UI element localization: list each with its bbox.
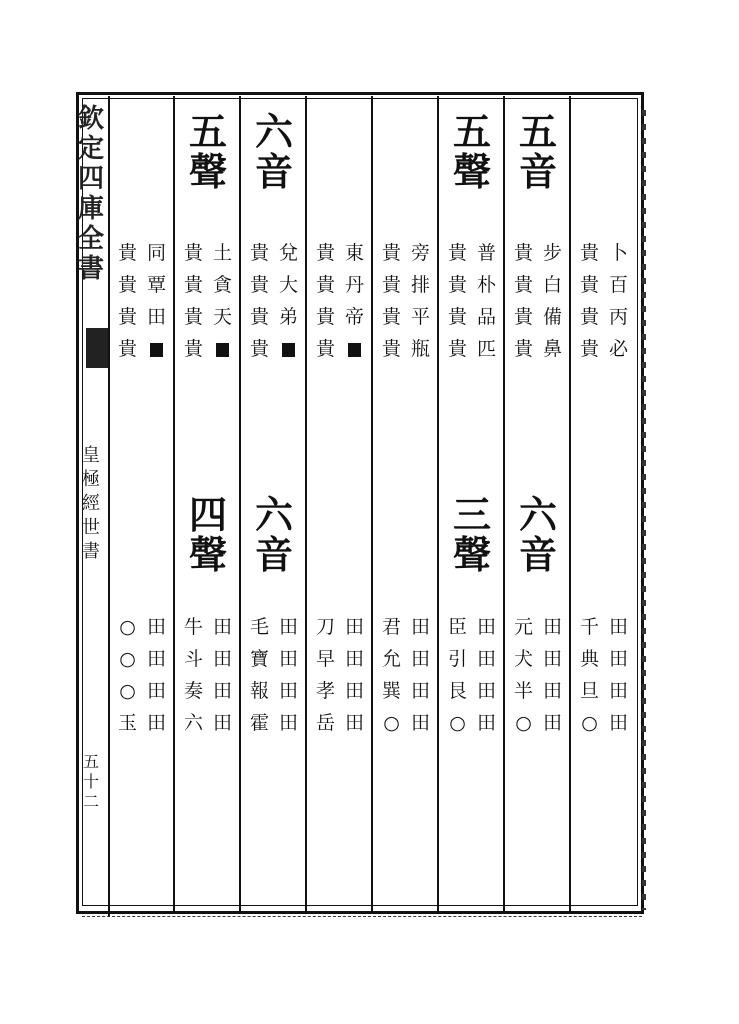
heading-char: 五: [518, 109, 557, 154]
fore-edge-book-title: [76, 444, 106, 564]
character-cell: 貴: [183, 242, 203, 264]
heading-char: 聲: [452, 149, 491, 194]
character-row: [377, 272, 435, 298]
character-cell: 典: [579, 648, 599, 670]
character-cell: 斗: [183, 648, 203, 670]
character-row: [311, 336, 369, 362]
character-row: [575, 336, 633, 362]
character-cell: 貴: [117, 306, 137, 328]
character-cell: 田: [410, 648, 430, 670]
column-heading: [241, 109, 307, 194]
character-cell: 早: [315, 648, 335, 670]
character-row: [575, 304, 633, 330]
character-row: [311, 646, 369, 672]
character-cell: 旦: [579, 680, 599, 702]
character-row: [443, 710, 501, 736]
character-row: [113, 710, 171, 736]
character-cell: 田: [476, 680, 496, 702]
fore-edge-char: 極: [82, 469, 100, 490]
character-cell: 田: [476, 648, 496, 670]
character-cell: 貴: [183, 338, 203, 360]
character-cell: 貴: [381, 274, 401, 296]
right-edge: [642, 110, 646, 910]
character-cell: 孝: [315, 680, 335, 702]
character-row: [575, 678, 633, 704]
character-row: [377, 646, 435, 672]
character-row: [377, 240, 435, 266]
fore-edge-char: 經: [82, 493, 100, 514]
character-cell: 田: [146, 648, 166, 670]
heading-char: 音: [518, 149, 557, 194]
character-row: [509, 272, 567, 298]
character-cell: 貴: [579, 274, 599, 296]
filled-square-mark: [275, 336, 303, 362]
character-cell: 貴: [579, 306, 599, 328]
character-row: [443, 678, 501, 704]
character-row: [575, 240, 633, 266]
fore-edge-char: 書: [77, 254, 104, 284]
character-row: [311, 304, 369, 330]
column-heading: [439, 492, 505, 577]
character-row: [509, 336, 567, 362]
character-cell: 田: [410, 712, 430, 734]
character-cell: 兌: [278, 242, 298, 264]
character-cell: 旁: [410, 242, 430, 264]
heading-char: 聲: [452, 532, 491, 577]
character-cell: 貴: [315, 306, 335, 328]
character-row: [179, 614, 237, 640]
character-cell: 艮: [447, 680, 467, 702]
character-cell: 平: [410, 306, 430, 328]
character-cell: 田: [212, 712, 232, 734]
character-cell: 田: [542, 680, 562, 702]
character-cell: 貴: [183, 274, 203, 296]
character-row: [113, 678, 171, 704]
text-column-8: [109, 100, 175, 906]
page-number: [76, 752, 106, 812]
character-cell: 貴: [249, 306, 269, 328]
heading-char: 聲: [188, 532, 227, 577]
character-cell: 覃: [146, 274, 166, 296]
character-cell: 刀: [315, 616, 335, 638]
heading-char: 三: [452, 492, 491, 537]
character-row: [179, 646, 237, 672]
character-cell: 田: [410, 680, 430, 702]
text-column-5: [307, 100, 373, 906]
character-cell: ○: [119, 648, 136, 670]
character-cell: 貴: [249, 274, 269, 296]
character-cell: 東: [344, 242, 364, 264]
character-row: [575, 272, 633, 298]
character-cell: 犬: [513, 648, 533, 670]
character-cell: 必: [608, 338, 628, 360]
character-cell: 田: [344, 712, 364, 734]
character-row: [509, 678, 567, 704]
page-number-char: 十: [82, 772, 99, 791]
character-cell: 田: [542, 648, 562, 670]
character-cell: 鼻: [542, 338, 562, 360]
column-heading: [175, 109, 241, 194]
heading-char: 音: [518, 532, 557, 577]
character-row: [443, 336, 501, 362]
character-cell: 田: [278, 616, 298, 638]
character-cell: 丹: [344, 274, 364, 296]
character-cell: 田: [344, 616, 364, 638]
character-cell: 岳: [315, 712, 335, 734]
character-cell: 貴: [513, 274, 533, 296]
character-cell: ○: [581, 712, 598, 734]
character-cell: 貴: [117, 242, 137, 264]
character-cell: 君: [381, 616, 401, 638]
character-cell: 貴: [447, 338, 467, 360]
character-cell: 牛: [183, 616, 203, 638]
character-row: [245, 240, 303, 266]
text-column-2: [505, 100, 571, 906]
character-cell: 貴: [579, 338, 599, 360]
character-cell: 田: [542, 616, 562, 638]
character-row: [443, 240, 501, 266]
character-cell: 貴: [249, 338, 269, 360]
character-cell: 步: [542, 242, 562, 264]
text-column-3: [439, 100, 505, 906]
character-cell: 貴: [249, 242, 269, 264]
character-cell: 貴: [513, 306, 533, 328]
character-cell: 貴: [447, 242, 467, 264]
character-row: [113, 336, 171, 362]
fore-edge-char: 書: [82, 541, 100, 562]
character-cell: 匹: [476, 338, 496, 360]
character-cell: 引: [447, 648, 467, 670]
character-cell: 田: [476, 616, 496, 638]
text-column-6: [241, 100, 307, 906]
character-row: [509, 710, 567, 736]
character-cell: 同: [146, 242, 166, 264]
text-column-1: [571, 100, 637, 906]
filled-square-mark: [143, 336, 171, 362]
character-cell: 田: [542, 712, 562, 734]
character-cell: 貴: [513, 242, 533, 264]
heading-char: 六: [254, 492, 293, 537]
bottom-edge: [82, 916, 642, 925]
character-row: [113, 304, 171, 330]
filled-square-mark: [209, 336, 237, 362]
character-row: [377, 678, 435, 704]
character-row: [245, 710, 303, 736]
character-row: [311, 710, 369, 736]
heading-char: 音: [254, 532, 293, 577]
character-row: [245, 272, 303, 298]
character-row: [509, 304, 567, 330]
character-row: [245, 614, 303, 640]
character-cell: 報: [249, 680, 269, 702]
character-cell: 田: [278, 680, 298, 702]
fore-edge-title: [76, 104, 106, 284]
character-cell: 品: [476, 306, 496, 328]
character-row: [575, 614, 633, 640]
character-cell: 毛: [249, 616, 269, 638]
character-row: [179, 304, 237, 330]
character-cell: 奏: [183, 680, 203, 702]
character-cell: 田: [608, 616, 628, 638]
character-cell: 田: [146, 680, 166, 702]
character-row: [377, 336, 435, 362]
character-cell: 允: [381, 648, 401, 670]
fore-edge-fishtail: [86, 328, 108, 368]
character-cell: 貴: [447, 274, 467, 296]
character-cell: 貴: [315, 274, 335, 296]
character-cell: 霍: [249, 712, 269, 734]
character-row: [443, 646, 501, 672]
character-row: [509, 614, 567, 640]
character-cell: 寶: [249, 648, 269, 670]
character-cell: 田: [146, 712, 166, 734]
character-cell: 大: [278, 274, 298, 296]
character-row: [575, 710, 633, 736]
character-cell: 田: [476, 712, 496, 734]
character-cell: 弟: [278, 306, 298, 328]
character-row: [245, 336, 303, 362]
character-row: [179, 710, 237, 736]
character-cell: 卜: [608, 242, 628, 264]
character-row: [113, 614, 171, 640]
character-cell: 半: [513, 680, 533, 702]
character-row: [443, 304, 501, 330]
character-row: [377, 304, 435, 330]
column-heading: [241, 492, 307, 577]
character-cell: 貴: [117, 338, 137, 360]
character-cell: 貴: [381, 338, 401, 360]
heading-char: 五: [188, 109, 227, 154]
fore-edge-char: 全: [77, 224, 104, 254]
character-cell: 貴: [183, 306, 203, 328]
character-row: [113, 646, 171, 672]
character-row: [443, 614, 501, 640]
character-row: [179, 336, 237, 362]
heading-char: 六: [518, 492, 557, 537]
character-cell: 巽: [381, 680, 401, 702]
column-heading: [175, 492, 241, 577]
character-row: [311, 240, 369, 266]
character-cell: 帝: [344, 306, 364, 328]
character-cell: 田: [608, 712, 628, 734]
character-cell: 田: [146, 616, 166, 638]
character-cell: 普: [476, 242, 496, 264]
character-cell: ○: [515, 712, 532, 734]
character-cell: 田: [212, 616, 232, 638]
character-cell: 六: [183, 712, 203, 734]
character-cell: ○: [119, 616, 136, 638]
character-cell: 排: [410, 274, 430, 296]
column-heading: [439, 109, 505, 194]
character-row: [311, 614, 369, 640]
text-column-7: [175, 100, 241, 906]
column-heading: [505, 109, 571, 194]
character-cell: 千: [579, 616, 599, 638]
character-cell: 瓶: [410, 338, 430, 360]
character-cell: 田: [278, 712, 298, 734]
page-number-char: 二: [82, 792, 99, 811]
character-cell: 田: [608, 680, 628, 702]
character-row: [377, 614, 435, 640]
character-row: [179, 678, 237, 704]
filled-square-mark: [341, 336, 369, 362]
heading-char: 五: [452, 109, 491, 154]
character-cell: 貴: [381, 242, 401, 264]
character-cell: 田: [146, 306, 166, 328]
character-row: [179, 272, 237, 298]
character-row: [179, 240, 237, 266]
fore-edge-char: 欽: [77, 104, 104, 134]
heading-char: 音: [254, 149, 293, 194]
column-heading: [505, 492, 571, 577]
character-row: [509, 646, 567, 672]
character-cell: 貴: [447, 306, 467, 328]
character-cell: 白: [542, 274, 562, 296]
character-row: [311, 678, 369, 704]
character-cell: 備: [542, 306, 562, 328]
character-cell: ○: [383, 712, 400, 734]
character-cell: 貴: [117, 274, 137, 296]
character-row: [113, 240, 171, 266]
character-cell: 田: [212, 680, 232, 702]
character-cell: 丙: [608, 306, 628, 328]
character-cell: 朴: [476, 274, 496, 296]
character-cell: ○: [119, 680, 136, 702]
character-cell: 土: [212, 242, 232, 264]
fore-edge-char: 四: [77, 164, 104, 194]
character-cell: 元: [513, 616, 533, 638]
character-row: [509, 240, 567, 266]
character-row: [245, 646, 303, 672]
heading-char: 聲: [188, 149, 227, 194]
character-row: [245, 304, 303, 330]
page-number-char: 五: [82, 752, 99, 771]
character-row: [377, 710, 435, 736]
character-cell: 田: [344, 680, 364, 702]
character-cell: 貴: [315, 242, 335, 264]
character-cell: 貴: [513, 338, 533, 360]
character-cell: 貴: [579, 242, 599, 264]
character-cell: 田: [278, 648, 298, 670]
character-cell: 貴: [381, 306, 401, 328]
character-row: [311, 272, 369, 298]
character-cell: 田: [212, 648, 232, 670]
character-cell: 田: [344, 648, 364, 670]
character-cell: 天: [212, 306, 232, 328]
character-row: [245, 678, 303, 704]
character-cell: 田: [608, 648, 628, 670]
character-cell: 貴: [315, 338, 335, 360]
text-column-4: [373, 100, 439, 906]
fore-edge-char: 皇: [82, 445, 100, 466]
character-row: [443, 272, 501, 298]
character-cell: 百: [608, 274, 628, 296]
fore-edge-char: 世: [82, 517, 100, 538]
heading-char: 四: [188, 492, 227, 537]
fore-edge-char: 庫: [77, 194, 104, 224]
character-cell: 玉: [117, 712, 137, 734]
character-row: [113, 272, 171, 298]
fore-edge-char: 定: [77, 134, 104, 164]
character-cell: 田: [410, 616, 430, 638]
character-cell: 貪: [212, 274, 232, 296]
heading-char: 六: [254, 109, 293, 154]
character-cell: ○: [449, 712, 466, 734]
character-cell: 臣: [447, 616, 467, 638]
character-row: [575, 646, 633, 672]
